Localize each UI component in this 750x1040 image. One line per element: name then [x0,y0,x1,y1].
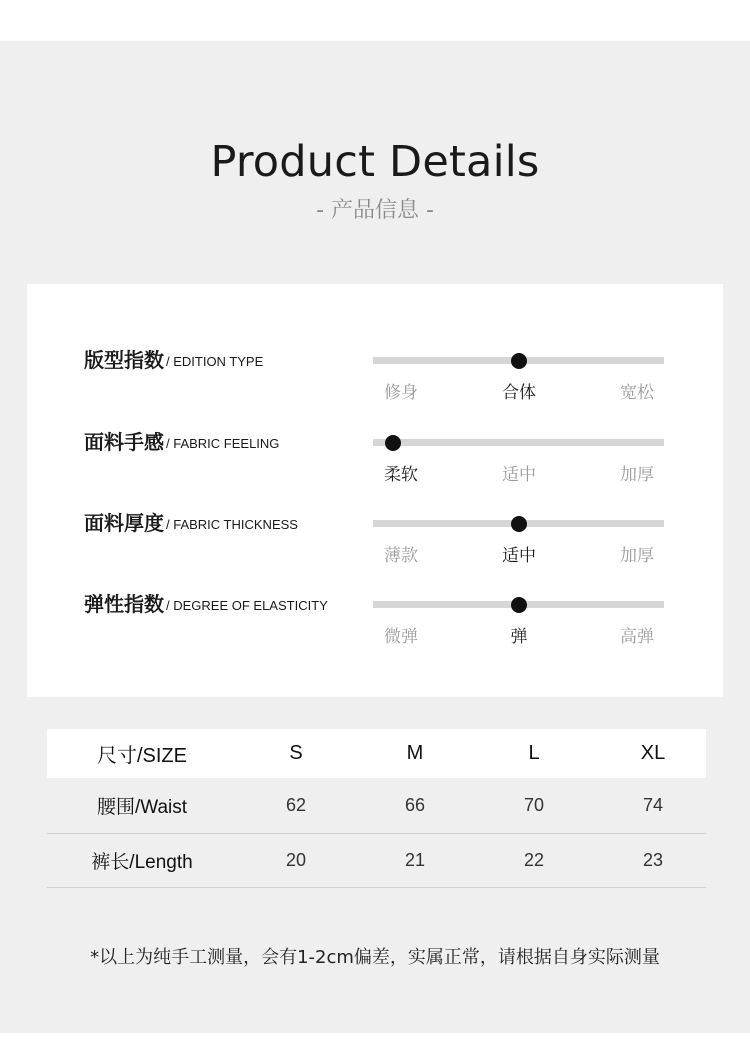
metric-indicator-dot [385,435,401,451]
table-cell: 23 [642,850,664,870]
metric-elasticity [27,588,723,648]
size-header-xl: XL [640,742,666,764]
metric-label-zh: 弹性指数 [84,592,164,616]
size-table [47,729,706,888]
metric-option: 修身 [384,383,418,403]
measurement-note: *以上为纯手工测量，会有1-2cm偏差，实属正常，请根据自身实际测量 [90,947,660,968]
metric-option: 高弹 [620,627,654,647]
table-row [47,834,706,888]
metric-option: 薄款 [384,546,418,566]
metric-indicator-dot [511,597,527,613]
metric-option: 加厚 [620,465,654,485]
metric-option: 柔软 [384,465,418,485]
metric-fabric-thickness [27,507,723,567]
metric-label-en: / FABRIC THICKNESS [166,517,298,532]
metric-fabric-feeling [27,426,723,486]
metric-label-zh: 面料厚度 [84,511,164,535]
metric-option: 弹 [510,627,528,647]
metric-option: 合体 [502,383,536,403]
table-row [47,778,706,834]
metric-label-zh: 面料手感 [84,430,164,454]
metric-indicator-dot [511,516,527,532]
metric-label-en: / DEGREE OF ELASTICITY [166,598,328,613]
table-cell: 62 [285,795,307,815]
size-header-label: 尺寸/SIZE [96,745,187,767]
table-cell: 66 [404,795,426,815]
metric-label-en: / FABRIC FEELING [166,436,280,451]
table-cell: 22 [523,850,545,870]
metric-option: 宽松 [620,383,654,403]
metric-label-en: / EDITION TYPE [166,354,264,369]
size-table-header [47,729,706,778]
metric-indicator-dot [511,353,527,369]
row-label-length: 裤长/Length [91,852,193,873]
size-header-s: S [289,742,303,764]
row-label-waist: 腰围/Waist [96,797,188,818]
size-header-l: L [528,742,540,764]
page-subtitle: - 产品信息 - [316,198,434,223]
table-cell: 20 [285,850,307,870]
table-cell: 21 [404,850,426,870]
metric-option: 微弹 [384,627,418,647]
metric-option: 适中 [502,546,536,566]
table-cell: 74 [642,795,664,815]
metric-option: 加厚 [620,546,654,566]
size-header-m: M [406,742,424,764]
metric-option: 适中 [502,465,536,485]
metrics-card [27,284,723,697]
metric-label-zh: 版型指数 [84,348,164,372]
metric-edition-type [27,344,723,404]
page-title: Product Details [210,137,540,187]
table-cell: 70 [523,795,545,815]
metric-scale-track [373,439,664,446]
